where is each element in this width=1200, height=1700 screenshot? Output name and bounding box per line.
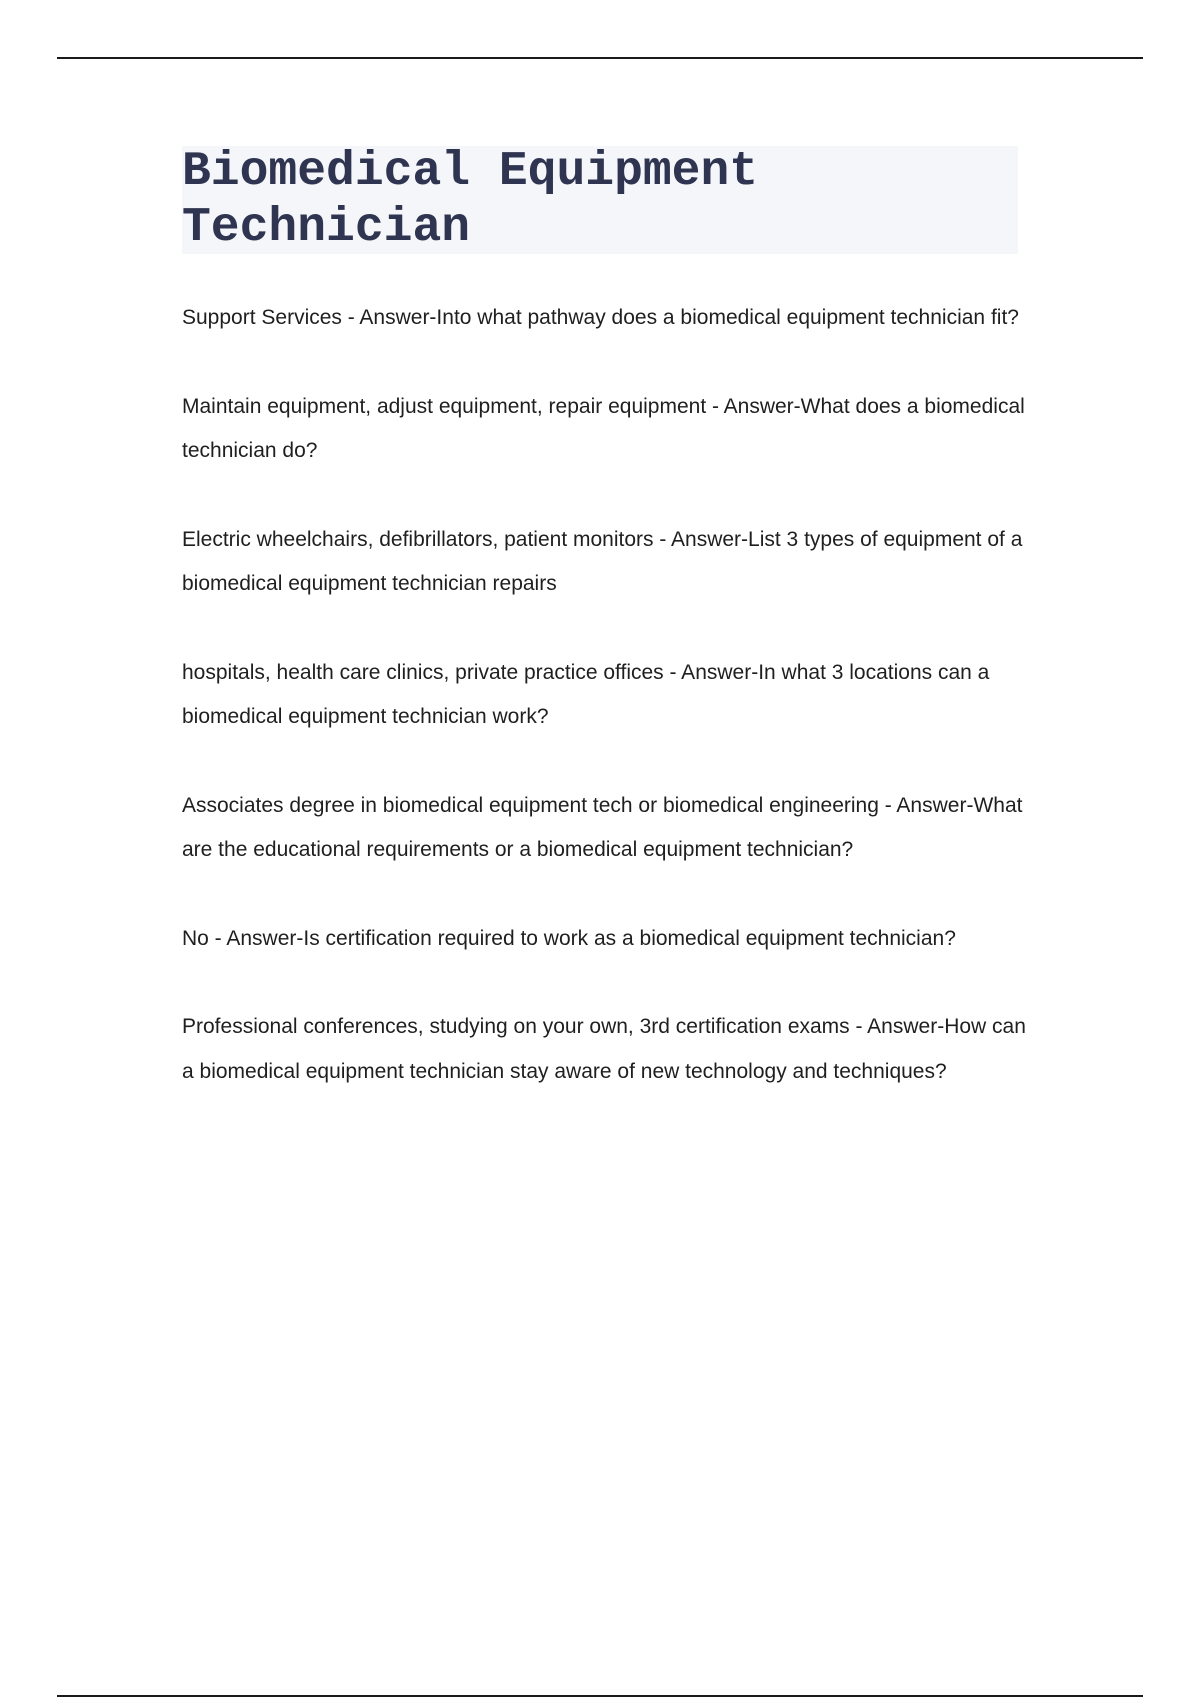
qa-item: Associates degree in biomedical equipment tech or biomedical engineering - Answer-What are the educational requirements or a biomedical equipment technician?: [182, 793, 1023, 861]
page-title: Biomedical Equipment Technician: [182, 145, 759, 255]
qa-item: Support Services - Answer-Into what pathway does a biomedical equipment technician fit?: [182, 306, 1019, 329]
title-banner: [182, 146, 1018, 254]
qa-list: [182, 296, 1032, 1138]
qa-item: Electric wheelchairs, defibrillators, patient monitors - Answer-List 3 types of equipment of a biomedical equipment technician repairs: [182, 527, 1023, 595]
qa-item: Maintain equipment, adjust equipment, repair equipment - Answer-What does a biomedical technician do?: [182, 394, 1025, 462]
qa-item: No - Answer-Is certification required to work as a biomedical equipment technician?: [182, 926, 956, 950]
qa-item: hospitals, health care clinics, private practice offices - Answer-In what 3 locations can a biomedical equipment technician work?: [182, 660, 990, 728]
top-rule: [57, 57, 1143, 59]
bottom-rule: [57, 1695, 1143, 1697]
qa-item: Professional conferences, studying on your own, 3rd certification exams - Answer-How can a biomedical equipment technician stay aware of new technology and techniques?: [182, 1015, 1026, 1083]
